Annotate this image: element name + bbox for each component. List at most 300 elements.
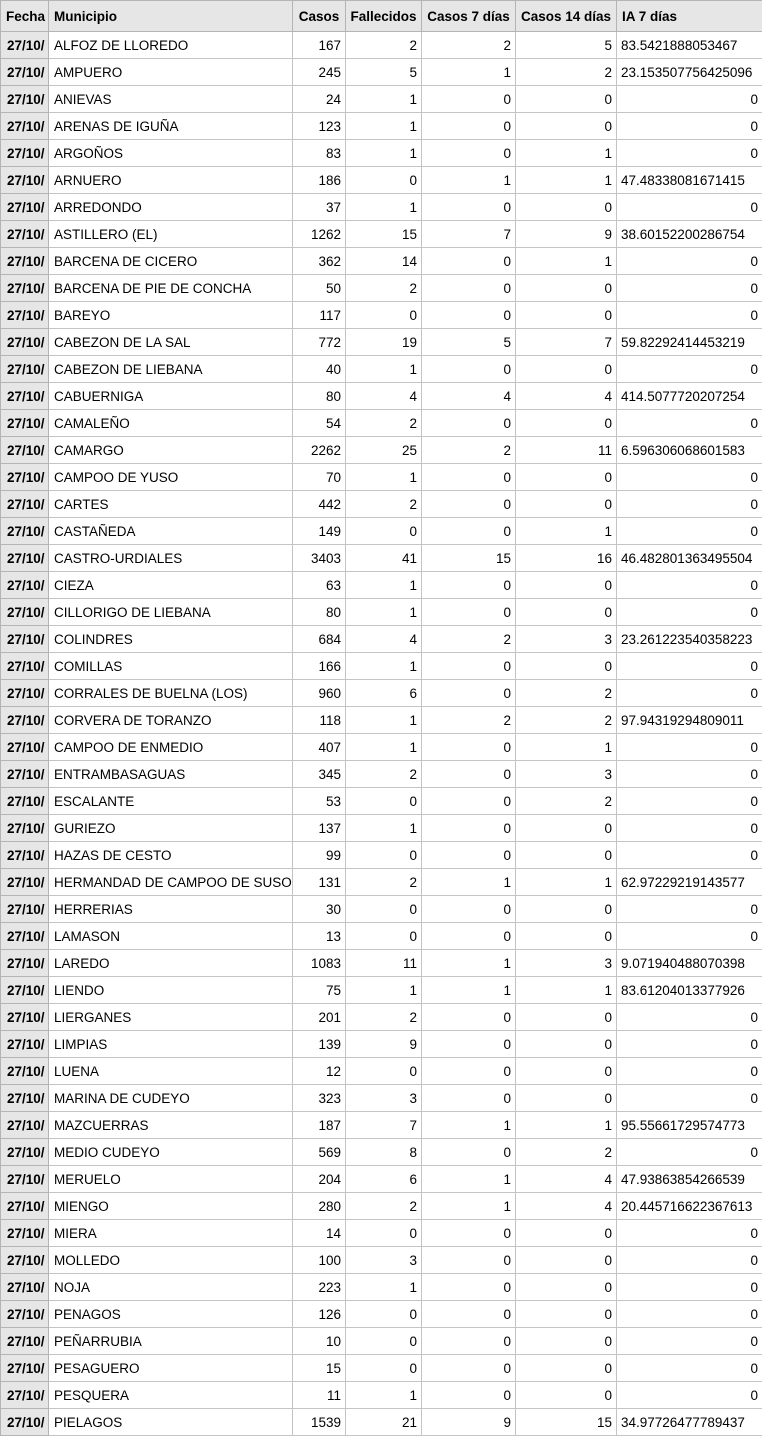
cell-fallecidos[interactable]: 1 (346, 1382, 422, 1409)
cell-casos-14-dias[interactable]: 1 (516, 869, 617, 896)
cell-casos[interactable]: 167 (293, 32, 346, 59)
cell-casos-7-dias[interactable]: 1 (422, 1112, 516, 1139)
cell-fallecidos[interactable]: 2 (346, 32, 422, 59)
cell-fecha[interactable]: 27/10/ (1, 59, 49, 86)
cell-casos[interactable]: 54 (293, 410, 346, 437)
cell-casos[interactable]: 2262 (293, 437, 346, 464)
cell-municipio[interactable]: ASTILLERO (EL) (49, 221, 293, 248)
cell-fecha[interactable]: 27/10/ (1, 329, 49, 356)
header-municipio[interactable]: Municipio (49, 1, 293, 32)
cell-fecha[interactable]: 27/10/ (1, 1112, 49, 1139)
cell-ia-7-dias[interactable]: 0 (617, 1031, 762, 1058)
cell-municipio[interactable]: CASTAÑEDA (49, 518, 293, 545)
cell-municipio[interactable]: MOLLEDO (49, 1247, 293, 1274)
cell-fallecidos[interactable]: 1 (346, 356, 422, 383)
cell-fecha[interactable]: 27/10/ (1, 1031, 49, 1058)
header-casos-7-dias[interactable]: Casos 7 días (422, 1, 516, 32)
cell-fecha[interactable]: 27/10/ (1, 680, 49, 707)
cell-casos[interactable]: 10 (293, 1328, 346, 1355)
cell-casos-7-dias[interactable]: 0 (422, 1274, 516, 1301)
cell-fecha[interactable]: 27/10/ (1, 1058, 49, 1085)
cell-fallecidos[interactable]: 1 (346, 707, 422, 734)
cell-fecha[interactable]: 27/10/ (1, 950, 49, 977)
cell-municipio[interactable]: HERMANDAD DE CAMPOO DE SUSO (49, 869, 293, 896)
cell-casos[interactable]: 137 (293, 815, 346, 842)
cell-casos[interactable]: 166 (293, 653, 346, 680)
cell-ia-7-dias[interactable]: 59.82292414453219 (617, 329, 762, 356)
cell-ia-7-dias[interactable]: 0 (617, 410, 762, 437)
cell-fallecidos[interactable]: 4 (346, 626, 422, 653)
cell-ia-7-dias[interactable]: 0 (617, 1247, 762, 1274)
cell-casos[interactable]: 960 (293, 680, 346, 707)
cell-fallecidos[interactable]: 0 (346, 302, 422, 329)
cell-fecha[interactable]: 27/10/ (1, 302, 49, 329)
cell-casos[interactable]: 187 (293, 1112, 346, 1139)
cell-municipio[interactable]: ARGOÑOS (49, 140, 293, 167)
cell-casos[interactable]: 1262 (293, 221, 346, 248)
cell-casos-14-dias[interactable]: 0 (516, 1328, 617, 1355)
cell-municipio[interactable]: MIENGO (49, 1193, 293, 1220)
cell-casos[interactable]: 223 (293, 1274, 346, 1301)
cell-fecha[interactable]: 27/10/ (1, 788, 49, 815)
cell-casos[interactable]: 13 (293, 923, 346, 950)
cell-ia-7-dias[interactable]: 95.55661729574773 (617, 1112, 762, 1139)
cell-municipio[interactable]: LIENDO (49, 977, 293, 1004)
cell-municipio[interactable]: AMPUERO (49, 59, 293, 86)
cell-casos-14-dias[interactable]: 3 (516, 626, 617, 653)
cell-municipio[interactable]: HAZAS DE CESTO (49, 842, 293, 869)
cell-casos-14-dias[interactable]: 0 (516, 1355, 617, 1382)
cell-casos-7-dias[interactable]: 7 (422, 221, 516, 248)
cell-casos-7-dias[interactable]: 1 (422, 59, 516, 86)
cell-casos-14-dias[interactable]: 0 (516, 896, 617, 923)
cell-casos-14-dias[interactable]: 4 (516, 1166, 617, 1193)
cell-casos-7-dias[interactable]: 0 (422, 599, 516, 626)
cell-casos-14-dias[interactable]: 9 (516, 221, 617, 248)
cell-fecha[interactable]: 27/10/ (1, 464, 49, 491)
cell-casos[interactable]: 323 (293, 1085, 346, 1112)
cell-fecha[interactable]: 27/10/ (1, 977, 49, 1004)
cell-municipio[interactable]: LAREDO (49, 950, 293, 977)
cell-casos-7-dias[interactable]: 0 (422, 653, 516, 680)
cell-ia-7-dias[interactable]: 0 (617, 1004, 762, 1031)
cell-casos-14-dias[interactable]: 0 (516, 356, 617, 383)
cell-ia-7-dias[interactable]: 0 (617, 275, 762, 302)
cell-municipio[interactable]: PEÑARRUBIA (49, 1328, 293, 1355)
cell-ia-7-dias[interactable]: 0 (617, 815, 762, 842)
cell-fallecidos[interactable]: 1 (346, 815, 422, 842)
cell-casos-7-dias[interactable]: 1 (422, 167, 516, 194)
cell-casos-7-dias[interactable]: 0 (422, 896, 516, 923)
cell-fecha[interactable]: 27/10/ (1, 1166, 49, 1193)
cell-casos-14-dias[interactable]: 2 (516, 1139, 617, 1166)
cell-ia-7-dias[interactable]: 0 (617, 356, 762, 383)
cell-casos-7-dias[interactable]: 0 (422, 1247, 516, 1274)
cell-casos[interactable]: 117 (293, 302, 346, 329)
cell-fecha[interactable]: 27/10/ (1, 599, 49, 626)
cell-casos-14-dias[interactable]: 0 (516, 1220, 617, 1247)
cell-municipio[interactable]: MARINA DE CUDEYO (49, 1085, 293, 1112)
cell-ia-7-dias[interactable]: 0 (617, 1085, 762, 1112)
cell-casos[interactable]: 37 (293, 194, 346, 221)
cell-casos-14-dias[interactable]: 16 (516, 545, 617, 572)
cell-fecha[interactable]: 27/10/ (1, 1328, 49, 1355)
cell-casos-7-dias[interactable]: 2 (422, 437, 516, 464)
cell-fallecidos[interactable]: 0 (346, 1220, 422, 1247)
cell-casos-7-dias[interactable]: 0 (422, 86, 516, 113)
header-fallecidos[interactable]: Fallecidos (346, 1, 422, 32)
cell-casos[interactable]: 201 (293, 1004, 346, 1031)
cell-fecha[interactable]: 27/10/ (1, 761, 49, 788)
cell-municipio[interactable]: CASTRO-URDIALES (49, 545, 293, 572)
cell-casos-7-dias[interactable]: 0 (422, 1328, 516, 1355)
cell-ia-7-dias[interactable]: 0 (617, 113, 762, 140)
cell-casos-14-dias[interactable]: 15 (516, 1409, 617, 1436)
cell-casos[interactable]: 80 (293, 599, 346, 626)
cell-casos-7-dias[interactable]: 0 (422, 410, 516, 437)
cell-ia-7-dias[interactable]: 83.61204013377926 (617, 977, 762, 1004)
cell-ia-7-dias[interactable]: 0 (617, 680, 762, 707)
cell-casos[interactable]: 345 (293, 761, 346, 788)
cell-municipio[interactable]: CABEZON DE LA SAL (49, 329, 293, 356)
cell-fecha[interactable]: 27/10/ (1, 1382, 49, 1409)
cell-casos[interactable]: 14 (293, 1220, 346, 1247)
cell-fecha[interactable]: 27/10/ (1, 113, 49, 140)
cell-casos[interactable]: 149 (293, 518, 346, 545)
cell-fecha[interactable]: 27/10/ (1, 572, 49, 599)
cell-casos-14-dias[interactable]: 4 (516, 1193, 617, 1220)
cell-casos-14-dias[interactable]: 0 (516, 275, 617, 302)
cell-casos[interactable]: 3403 (293, 545, 346, 572)
cell-ia-7-dias[interactable]: 20.445716622367613 (617, 1193, 762, 1220)
cell-casos[interactable]: 362 (293, 248, 346, 275)
cell-municipio[interactable]: COLINDRES (49, 626, 293, 653)
cell-ia-7-dias[interactable]: 0 (617, 248, 762, 275)
cell-casos-14-dias[interactable]: 0 (516, 572, 617, 599)
cell-fecha[interactable]: 27/10/ (1, 518, 49, 545)
cell-casos[interactable]: 75 (293, 977, 346, 1004)
cell-casos[interactable]: 12 (293, 1058, 346, 1085)
cell-municipio[interactable]: MERUELO (49, 1166, 293, 1193)
cell-fallecidos[interactable]: 1 (346, 194, 422, 221)
cell-ia-7-dias[interactable]: 97.94319294809011 (617, 707, 762, 734)
cell-municipio[interactable]: MEDIO CUDEYO (49, 1139, 293, 1166)
cell-casos[interactable]: 53 (293, 788, 346, 815)
cell-casos-14-dias[interactable]: 2 (516, 707, 617, 734)
cell-casos[interactable]: 204 (293, 1166, 346, 1193)
cell-ia-7-dias[interactable]: 0 (617, 734, 762, 761)
cell-ia-7-dias[interactable]: 83.5421888053467 (617, 32, 762, 59)
cell-municipio[interactable]: ARENAS DE IGUÑA (49, 113, 293, 140)
cell-fallecidos[interactable]: 41 (346, 545, 422, 572)
cell-fallecidos[interactable]: 2 (346, 761, 422, 788)
cell-fallecidos[interactable]: 14 (346, 248, 422, 275)
cell-ia-7-dias[interactable]: 0 (617, 302, 762, 329)
cell-casos-7-dias[interactable]: 0 (422, 464, 516, 491)
cell-casos-14-dias[interactable]: 0 (516, 194, 617, 221)
cell-municipio[interactable]: HERRERIAS (49, 896, 293, 923)
cell-casos-14-dias[interactable]: 0 (516, 1058, 617, 1085)
cell-casos-14-dias[interactable]: 2 (516, 680, 617, 707)
cell-casos[interactable]: 684 (293, 626, 346, 653)
cell-casos-14-dias[interactable]: 0 (516, 302, 617, 329)
cell-casos-7-dias[interactable]: 5 (422, 329, 516, 356)
cell-municipio[interactable]: PESQUERA (49, 1382, 293, 1409)
cell-casos-7-dias[interactable]: 0 (422, 761, 516, 788)
cell-casos-14-dias[interactable]: 3 (516, 761, 617, 788)
cell-fallecidos[interactable]: 0 (346, 923, 422, 950)
cell-ia-7-dias[interactable]: 0 (617, 1301, 762, 1328)
cell-fallecidos[interactable]: 0 (346, 896, 422, 923)
cell-fecha[interactable]: 27/10/ (1, 1274, 49, 1301)
header-fecha[interactable]: Fecha (1, 1, 49, 32)
cell-casos-7-dias[interactable]: 0 (422, 815, 516, 842)
cell-casos-14-dias[interactable]: 1 (516, 167, 617, 194)
cell-casos[interactable]: 442 (293, 491, 346, 518)
cell-ia-7-dias[interactable]: 0 (617, 1220, 762, 1247)
cell-casos-7-dias[interactable]: 0 (422, 194, 516, 221)
cell-casos-7-dias[interactable]: 0 (422, 1139, 516, 1166)
cell-fecha[interactable]: 27/10/ (1, 32, 49, 59)
cell-municipio[interactable]: COMILLAS (49, 653, 293, 680)
cell-ia-7-dias[interactable]: 6.596306068601583 (617, 437, 762, 464)
cell-casos-14-dias[interactable]: 7 (516, 329, 617, 356)
cell-municipio[interactable]: LIMPIAS (49, 1031, 293, 1058)
cell-municipio[interactable]: PESAGUERO (49, 1355, 293, 1382)
cell-fallecidos[interactable]: 2 (346, 491, 422, 518)
cell-casos-7-dias[interactable]: 0 (422, 275, 516, 302)
cell-fallecidos[interactable]: 7 (346, 1112, 422, 1139)
cell-fallecidos[interactable]: 2 (346, 1193, 422, 1220)
cell-fallecidos[interactable]: 1 (346, 653, 422, 680)
cell-casos-7-dias[interactable]: 0 (422, 572, 516, 599)
cell-fecha[interactable]: 27/10/ (1, 1301, 49, 1328)
cell-fecha[interactable]: 27/10/ (1, 869, 49, 896)
cell-ia-7-dias[interactable]: 0 (617, 491, 762, 518)
cell-fallecidos[interactable]: 0 (346, 518, 422, 545)
cell-ia-7-dias[interactable]: 38.60152200286754 (617, 221, 762, 248)
cell-fallecidos[interactable]: 2 (346, 1004, 422, 1031)
cell-casos-7-dias[interactable]: 0 (422, 140, 516, 167)
cell-casos[interactable]: 63 (293, 572, 346, 599)
cell-ia-7-dias[interactable]: 0 (617, 1328, 762, 1355)
cell-ia-7-dias[interactable]: 0 (617, 464, 762, 491)
cell-casos-14-dias[interactable]: 4 (516, 383, 617, 410)
cell-casos-14-dias[interactable]: 0 (516, 1301, 617, 1328)
cell-municipio[interactable]: LAMASON (49, 923, 293, 950)
cell-casos-7-dias[interactable]: 0 (422, 1220, 516, 1247)
cell-fallecidos[interactable]: 0 (346, 1328, 422, 1355)
cell-fallecidos[interactable]: 9 (346, 1031, 422, 1058)
cell-fallecidos[interactable]: 1 (346, 1274, 422, 1301)
cell-fecha[interactable]: 27/10/ (1, 707, 49, 734)
cell-ia-7-dias[interactable]: 414.5077720207254 (617, 383, 762, 410)
cell-ia-7-dias[interactable]: 0 (617, 1058, 762, 1085)
cell-ia-7-dias[interactable]: 23.261223540358223 (617, 626, 762, 653)
cell-casos-7-dias[interactable]: 1 (422, 977, 516, 1004)
cell-casos-7-dias[interactable]: 0 (422, 923, 516, 950)
cell-municipio[interactable]: ARREDONDO (49, 194, 293, 221)
cell-fecha[interactable]: 27/10/ (1, 356, 49, 383)
cell-fecha[interactable]: 27/10/ (1, 248, 49, 275)
cell-casos-7-dias[interactable]: 0 (422, 248, 516, 275)
cell-fallecidos[interactable]: 11 (346, 950, 422, 977)
cell-municipio[interactable]: MIERA (49, 1220, 293, 1247)
cell-fecha[interactable]: 27/10/ (1, 194, 49, 221)
cell-municipio[interactable]: CIEZA (49, 572, 293, 599)
cell-casos-14-dias[interactable]: 1 (516, 248, 617, 275)
cell-casos-7-dias[interactable]: 15 (422, 545, 516, 572)
cell-ia-7-dias[interactable]: 0 (617, 86, 762, 113)
cell-ia-7-dias[interactable]: 62.97229219143577 (617, 869, 762, 896)
cell-casos-7-dias[interactable]: 0 (422, 1382, 516, 1409)
cell-casos-7-dias[interactable]: 0 (422, 1031, 516, 1058)
cell-casos-7-dias[interactable]: 0 (422, 734, 516, 761)
cell-fecha[interactable]: 27/10/ (1, 896, 49, 923)
cell-casos-14-dias[interactable]: 11 (516, 437, 617, 464)
cell-fallecidos[interactable]: 0 (346, 1301, 422, 1328)
cell-casos[interactable]: 83 (293, 140, 346, 167)
cell-casos[interactable]: 569 (293, 1139, 346, 1166)
cell-municipio[interactable]: CAMALEÑO (49, 410, 293, 437)
cell-ia-7-dias[interactable]: 0 (617, 761, 762, 788)
cell-ia-7-dias[interactable]: 0 (617, 1355, 762, 1382)
cell-casos-7-dias[interactable]: 0 (422, 788, 516, 815)
cell-municipio[interactable]: BAREYO (49, 302, 293, 329)
cell-fallecidos[interactable]: 8 (346, 1139, 422, 1166)
cell-ia-7-dias[interactable]: 0 (617, 653, 762, 680)
cell-casos[interactable]: 15 (293, 1355, 346, 1382)
cell-casos-7-dias[interactable]: 4 (422, 383, 516, 410)
cell-fecha[interactable]: 27/10/ (1, 842, 49, 869)
cell-casos-14-dias[interactable]: 0 (516, 1004, 617, 1031)
cell-fecha[interactable]: 27/10/ (1, 221, 49, 248)
cell-fecha[interactable]: 27/10/ (1, 140, 49, 167)
cell-municipio[interactable]: PIELAGOS (49, 1409, 293, 1436)
cell-fecha[interactable]: 27/10/ (1, 86, 49, 113)
cell-fecha[interactable]: 27/10/ (1, 1355, 49, 1382)
cell-fecha[interactable]: 27/10/ (1, 1220, 49, 1247)
cell-casos[interactable]: 70 (293, 464, 346, 491)
cell-casos-14-dias[interactable]: 0 (516, 842, 617, 869)
cell-fallecidos[interactable]: 3 (346, 1247, 422, 1274)
header-ia-7-dias[interactable]: IA 7 días (617, 1, 762, 32)
cell-casos-14-dias[interactable]: 0 (516, 491, 617, 518)
cell-fallecidos[interactable]: 6 (346, 680, 422, 707)
cell-casos[interactable]: 24 (293, 86, 346, 113)
cell-fallecidos[interactable]: 1 (346, 572, 422, 599)
cell-casos-7-dias[interactable]: 1 (422, 950, 516, 977)
cell-municipio[interactable]: CABUERNIGA (49, 383, 293, 410)
cell-casos-7-dias[interactable]: 0 (422, 842, 516, 869)
cell-fecha[interactable]: 27/10/ (1, 1085, 49, 1112)
cell-ia-7-dias[interactable]: 0 (617, 1139, 762, 1166)
cell-fecha[interactable]: 27/10/ (1, 1409, 49, 1436)
cell-casos-14-dias[interactable]: 0 (516, 86, 617, 113)
cell-ia-7-dias[interactable]: 47.48338081671415 (617, 167, 762, 194)
cell-municipio[interactable]: CAMARGO (49, 437, 293, 464)
cell-casos-14-dias[interactable]: 3 (516, 950, 617, 977)
cell-casos-14-dias[interactable]: 0 (516, 653, 617, 680)
cell-casos-14-dias[interactable]: 1 (516, 734, 617, 761)
cell-casos-14-dias[interactable]: 1 (516, 1112, 617, 1139)
cell-fallecidos[interactable]: 0 (346, 1355, 422, 1382)
cell-casos[interactable]: 280 (293, 1193, 346, 1220)
cell-ia-7-dias[interactable]: 0 (617, 923, 762, 950)
cell-casos-7-dias[interactable]: 0 (422, 1355, 516, 1382)
cell-municipio[interactable]: CAMPOO DE ENMEDIO (49, 734, 293, 761)
cell-ia-7-dias[interactable]: 47.93863854266539 (617, 1166, 762, 1193)
cell-fallecidos[interactable]: 1 (346, 86, 422, 113)
header-casos-14-dias[interactable]: Casos 14 días (516, 1, 617, 32)
cell-casos-7-dias[interactable]: 0 (422, 491, 516, 518)
cell-fecha[interactable]: 27/10/ (1, 545, 49, 572)
cell-casos[interactable]: 50 (293, 275, 346, 302)
cell-casos[interactable]: 245 (293, 59, 346, 86)
cell-fallecidos[interactable]: 1 (346, 977, 422, 1004)
cell-casos[interactable]: 123 (293, 113, 346, 140)
cell-fallecidos[interactable]: 15 (346, 221, 422, 248)
cell-casos-14-dias[interactable]: 0 (516, 1274, 617, 1301)
cell-casos[interactable]: 772 (293, 329, 346, 356)
cell-casos[interactable]: 186 (293, 167, 346, 194)
cell-fecha[interactable]: 27/10/ (1, 1247, 49, 1274)
cell-fallecidos[interactable]: 1 (346, 113, 422, 140)
cell-fecha[interactable]: 27/10/ (1, 923, 49, 950)
cell-casos[interactable]: 1083 (293, 950, 346, 977)
cell-ia-7-dias[interactable]: 0 (617, 788, 762, 815)
cell-casos[interactable]: 11 (293, 1382, 346, 1409)
cell-municipio[interactable]: CARTES (49, 491, 293, 518)
cell-casos-7-dias[interactable]: 2 (422, 32, 516, 59)
cell-municipio[interactable]: MAZCUERRAS (49, 1112, 293, 1139)
cell-casos[interactable]: 99 (293, 842, 346, 869)
cell-municipio[interactable]: LUENA (49, 1058, 293, 1085)
cell-casos-14-dias[interactable]: 1 (516, 140, 617, 167)
cell-casos-14-dias[interactable]: 5 (516, 32, 617, 59)
cell-casos-7-dias[interactable]: 2 (422, 626, 516, 653)
cell-casos-7-dias[interactable]: 1 (422, 1193, 516, 1220)
cell-fallecidos[interactable]: 2 (346, 275, 422, 302)
cell-ia-7-dias[interactable]: 34.97726477789437 (617, 1409, 762, 1436)
cell-municipio[interactable]: BARCENA DE CICERO (49, 248, 293, 275)
cell-casos-14-dias[interactable]: 0 (516, 1382, 617, 1409)
cell-fallecidos[interactable]: 1 (346, 140, 422, 167)
cell-ia-7-dias[interactable]: 0 (617, 1274, 762, 1301)
cell-fecha[interactable]: 27/10/ (1, 491, 49, 518)
cell-casos-14-dias[interactable]: 0 (516, 410, 617, 437)
cell-fecha[interactable]: 27/10/ (1, 734, 49, 761)
cell-casos-14-dias[interactable]: 2 (516, 788, 617, 815)
cell-ia-7-dias[interactable]: 0 (617, 518, 762, 545)
cell-casos[interactable]: 139 (293, 1031, 346, 1058)
cell-casos-14-dias[interactable]: 1 (516, 977, 617, 1004)
cell-ia-7-dias[interactable]: 0 (617, 194, 762, 221)
cell-ia-7-dias[interactable]: 23.153507756425096 (617, 59, 762, 86)
cell-casos-7-dias[interactable]: 2 (422, 707, 516, 734)
cell-casos-7-dias[interactable]: 1 (422, 869, 516, 896)
cell-casos[interactable]: 1539 (293, 1409, 346, 1436)
cell-fecha[interactable]: 27/10/ (1, 653, 49, 680)
cell-fecha[interactable]: 27/10/ (1, 410, 49, 437)
cell-fallecidos[interactable]: 1 (346, 464, 422, 491)
cell-casos-14-dias[interactable]: 1 (516, 518, 617, 545)
cell-municipio[interactable]: CABEZON DE LIEBANA (49, 356, 293, 383)
cell-fallecidos[interactable]: 0 (346, 167, 422, 194)
cell-ia-7-dias[interactable]: 0 (617, 896, 762, 923)
cell-fallecidos[interactable]: 3 (346, 1085, 422, 1112)
cell-fallecidos[interactable]: 5 (346, 59, 422, 86)
